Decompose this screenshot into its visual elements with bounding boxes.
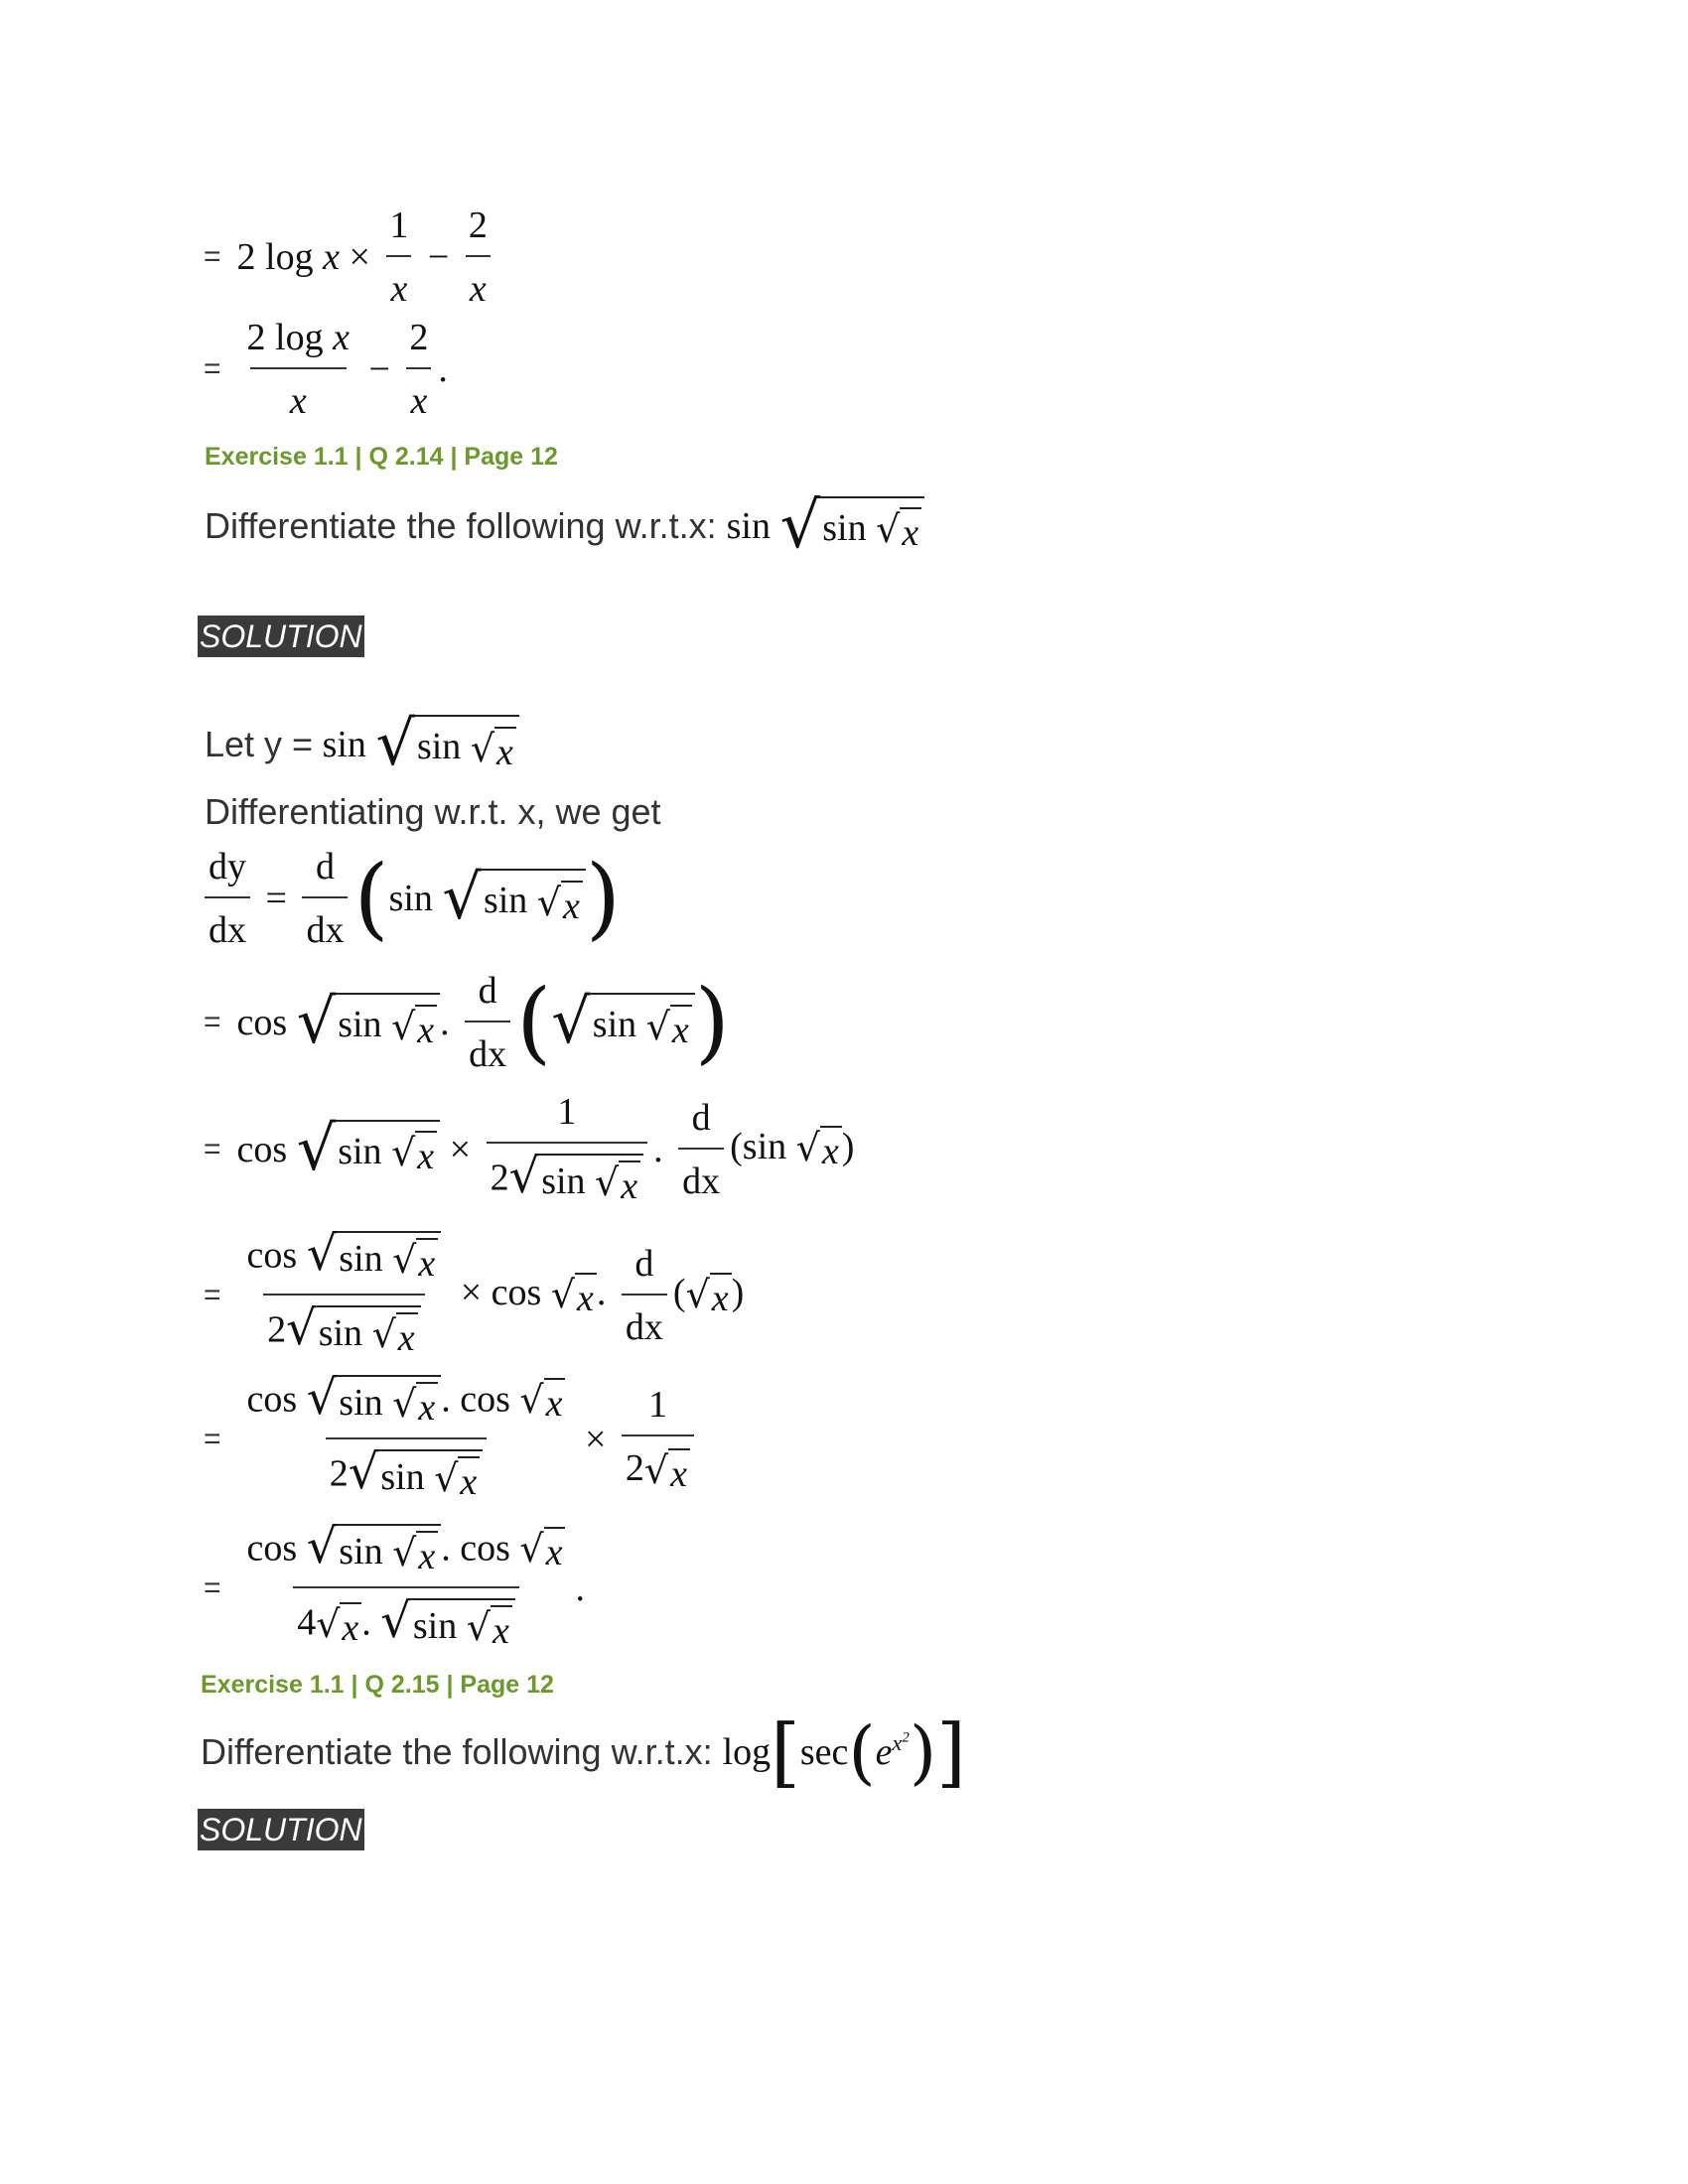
step-dy-dx: $\frac{dy}{dx}$ = $\frac{d}{dx}$ ( sin √ sin √ x ) bbox=[205, 844, 621, 953]
step-chain-1: = cos √ sin √ x . $\frac{d}{dx}$ ( √ sin √ x ) bbox=[204, 970, 730, 1075]
question-prompt-line-2: Differentiate the following w.r.t.x: log [ sec ( $e^{x^2}$ ) ] bbox=[201, 1707, 966, 1796]
solution-badge: SOLUTION bbox=[198, 615, 364, 657]
differentiating-text: Differentiating w.r.t. x, we get bbox=[205, 791, 661, 832]
prev-step-1: = 2 log x × $\frac{1}{x}$ − $\frac{2}{x}$ bbox=[204, 204, 497, 311]
step-chain-3: = cos √ sin √ x 2 √ sin √ x × cos √ x . $\frac{d}{dx}$ ( √ x ) bbox=[204, 1225, 745, 1360]
exercise-label-2: Exercise 1.1 | Q 2.15 | Page 12 bbox=[201, 1671, 554, 1699]
step-final: = cos √ sin √ x . cos √ x 4 √ x . √ sin √ x . bbox=[204, 1518, 585, 1653]
solution-badge-2: SOLUTION bbox=[198, 1809, 364, 1850]
question-prompt: Differentiate the following w.r.t.x: bbox=[205, 505, 717, 546]
exercise-label: Exercise 1.1 | Q 2.14 | Page 12 bbox=[205, 443, 558, 471]
question-prompt-2: Differentiate the following w.r.t.x: bbox=[201, 1731, 713, 1772]
step-chain-2: = cos √ sin √ x × 1 2 √ sin √ x . $\frac{d}{dx}$ (sin √ x ) bbox=[204, 1090, 855, 1208]
step-chain-4: = cos √ sin √ x . cos √ x 2 √ sin √ x × 1 2 √ x bbox=[204, 1375, 700, 1504]
let-y-line: Let y = sin √ sin √ x bbox=[205, 705, 519, 784]
question-prompt-line: Differentiate the following w.r.t.x: sin √ sin √ x bbox=[205, 486, 924, 566]
prev-step-2: = $\frac{\text{2 log x}}{x}$ − $\frac{2}{x}$ . bbox=[204, 317, 448, 422]
let-y-text: Let y = bbox=[205, 724, 314, 764]
